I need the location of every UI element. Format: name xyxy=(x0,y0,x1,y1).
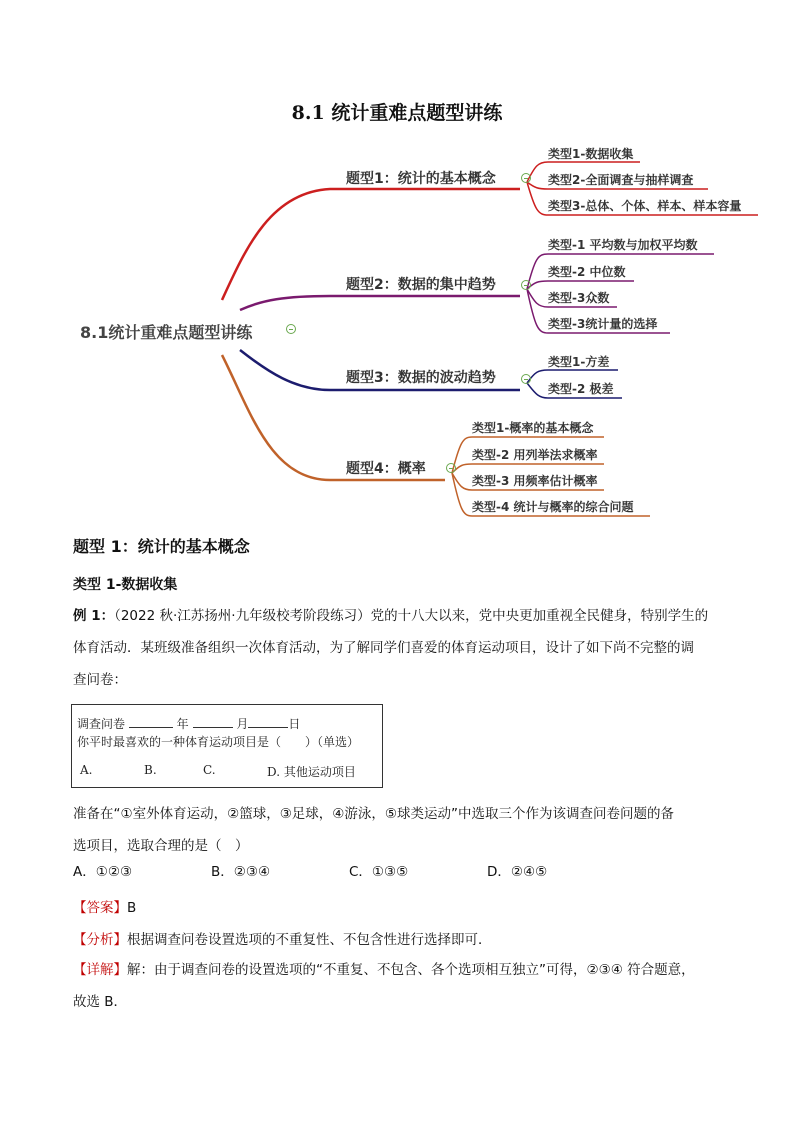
leaf-4-2: 类型-2 用列举法求概率 xyxy=(472,448,598,462)
example-source: （2022 秋·江苏扬州·九年级校考阶段练习） xyxy=(114,608,371,624)
collapse-topic-3-icon[interactable] xyxy=(521,374,531,384)
survey-title: 调查问卷 xyxy=(77,717,126,731)
survey-month-label: 月 xyxy=(236,717,249,731)
choice-c[interactable]: C．①③⑤ xyxy=(349,864,409,880)
leaf-4-1: 类型1-概率的基本概念 xyxy=(472,421,594,435)
detail-tag: 【详解】 xyxy=(73,962,127,978)
collapse-root-icon[interactable] xyxy=(286,324,296,334)
survey-question: 你平时最喜欢的一种体育运动项目是（ ）（单选） xyxy=(77,735,360,749)
collapse-topic-4-icon[interactable] xyxy=(446,463,456,473)
survey-day-label: 日 xyxy=(288,717,301,731)
survey-option-d: D. 其他运动项目 xyxy=(267,765,356,779)
section-heading: 题型 1：统计的基本概念 xyxy=(73,537,250,556)
answer-line xyxy=(73,892,733,924)
example-paragraph xyxy=(73,600,733,696)
leaf-3-1: 类型1-方差 xyxy=(548,355,610,369)
topic-4-label: 题型4：概率 xyxy=(346,461,426,477)
leaf-2-2: 类型-2 中位数 xyxy=(548,265,626,279)
leaf-2-1: 类型-1 平均数与加权平均数 xyxy=(548,238,698,252)
detail-paragraph xyxy=(73,954,733,1018)
answer-tag: 【答案】 xyxy=(73,900,127,916)
answer-text: B xyxy=(127,900,137,916)
topic-3-label: 题型3：数据的波动趋势 xyxy=(346,370,496,386)
survey-option-a: A. xyxy=(80,763,93,777)
sub-heading: 类型 1-数据收集 xyxy=(73,577,178,593)
survey-option-c: C. xyxy=(203,763,216,777)
question-line1: 准备在“①室外体育运动，②篮球，③足球，④游泳，⑤球类运动”中选取三个作为该调查问卷问题的备 xyxy=(73,806,674,822)
year-blank xyxy=(129,717,173,728)
month-blank xyxy=(193,717,233,728)
survey-box xyxy=(71,704,383,788)
analysis-line xyxy=(73,924,733,956)
branch-topic-2 xyxy=(240,296,520,310)
question-line2: 选项目，选取合理的是（ ） xyxy=(73,838,249,854)
leaf-2-3: 类型-3众数 xyxy=(548,291,610,305)
leaf-1-2: 类型2-全面调查与抽样调查 xyxy=(548,173,694,187)
choice-d[interactable]: D．②④⑤ xyxy=(487,864,548,880)
leaf-3-2: 类型-2 极差 xyxy=(548,382,614,396)
day-blank xyxy=(248,717,288,728)
question-paragraph xyxy=(73,798,733,862)
page-title: 8.1 统计重难点题型讲练 xyxy=(291,102,503,124)
leaf-4-4: 类型-4 统计与概率的综合问题 xyxy=(472,500,634,514)
collapse-topic-2-icon[interactable] xyxy=(521,280,531,290)
mindmap-root: 8.1统计重难点题型讲练 xyxy=(80,323,253,342)
example-text-line1: 党的十八大以来，党中央更加重视全民健身，特别学生的 xyxy=(370,608,709,624)
example-text-line2: 体育活动．某班级准备组织一次体育活动，为了解同学们喜爱的体育运动项目，设计了如下尚不完整的调 xyxy=(73,640,694,656)
choice-a[interactable]: A．①②③ xyxy=(73,864,133,880)
detail-text-line2: 故选 B． xyxy=(73,994,128,1010)
leaf-4-3: 类型-3 用频率估计概率 xyxy=(472,474,598,488)
survey-year-label: 年 xyxy=(176,717,189,731)
analysis-text: 根据调查问卷设置选项的不重复性、不包含性进行选择即可． xyxy=(127,932,492,948)
detail-text-line1: 解：由于调查问卷的设置选项的“不重复、不包含、各个选项相互独立”可得，②③④ 符合题意， xyxy=(127,962,695,978)
leaf-1-1: 类型1-数据收集 xyxy=(548,147,634,161)
choice-b[interactable]: B．②③④ xyxy=(211,864,271,880)
survey-line1 xyxy=(77,715,300,732)
topic-1-label: 题型1：统计的基本概念 xyxy=(346,171,496,187)
leaf-2-4: 类型-3统计量的选择 xyxy=(548,317,658,331)
mindmap-connectors xyxy=(0,0,794,530)
leaf-link-2-2 xyxy=(527,281,634,289)
survey-option-b: B. xyxy=(144,763,157,777)
analysis-tag: 【分析】 xyxy=(73,932,127,948)
leaf-1-3: 类型3-总体、个体、样本、样本容量 xyxy=(548,199,742,213)
example-label: 例 1： xyxy=(73,608,115,624)
example-text-line3: 查问卷： xyxy=(73,672,127,688)
collapse-topic-1-icon[interactable] xyxy=(521,173,531,183)
topic-2-label: 题型2：数据的集中趋势 xyxy=(346,277,496,293)
